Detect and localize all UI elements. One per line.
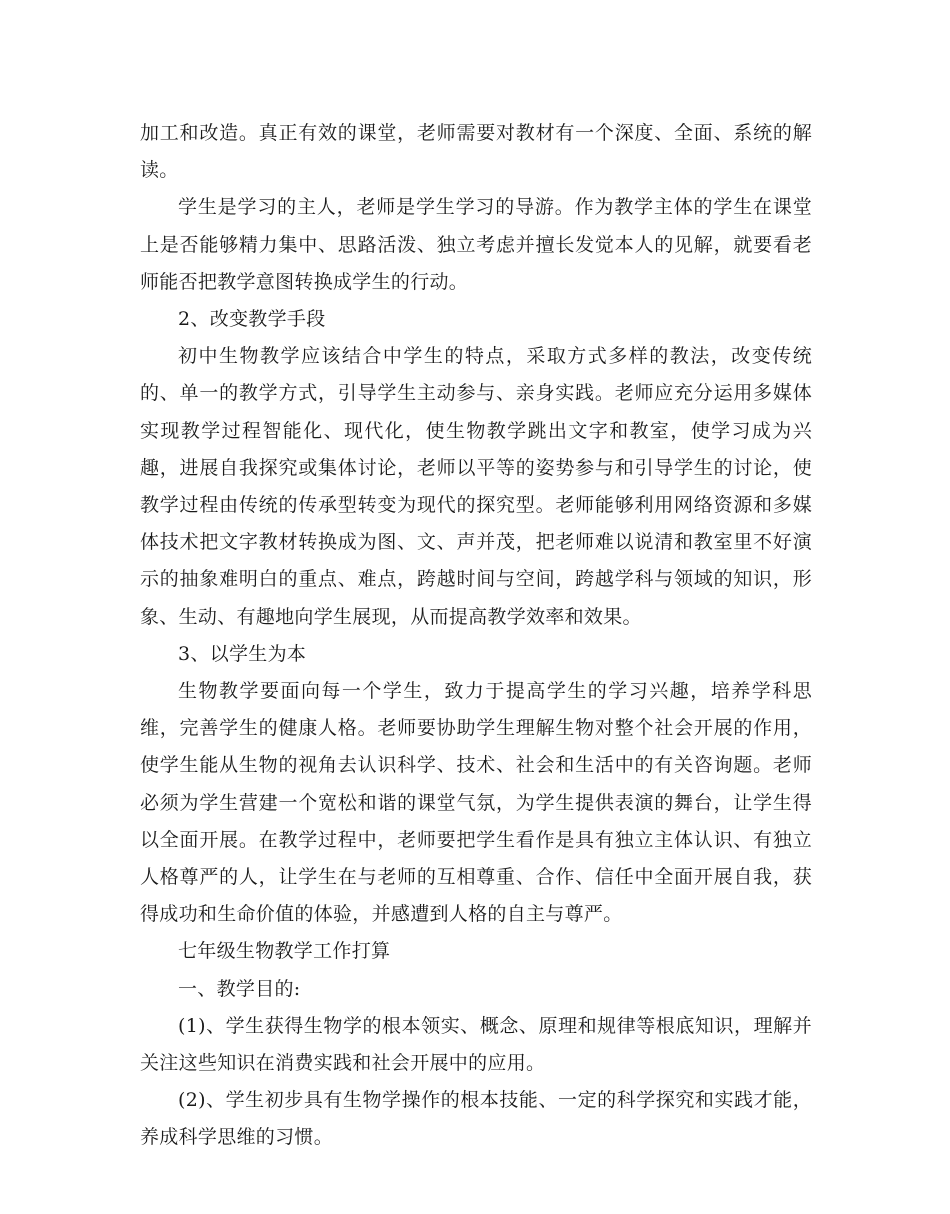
- section-heading-student-centered: 3、以学生为本: [178, 642, 307, 665]
- document-page: [140, 115, 812, 1157]
- section-heading-work-plan: 七年级生物教学工作打算: [178, 940, 391, 963]
- section-heading-change-methods: 2、改变教学手段: [178, 308, 326, 331]
- section-heading-teaching-goals: 一、教学目的:: [178, 977, 301, 1000]
- paragraph-student-centered: 生物教学要面向每一个学生，致力于提高学生的学习兴趣，培养学科思维，完善学生的健康人格。老师要协助学生理解生物对整个社会开展的作用，使学生能从生物的视角去认识科学、技术、社会和生活中的有关咨询题。老师必须为学生营建一个宽松和谐的课堂气氛，为学生提供表演的舞台，让学生得以全面开展。在教学过程中，老师要把学生看作是具有独立主体认识、有独立人格尊严的人，让学生在与老师的互相尊重、合作、信任中全面开展自我，获得成功和生命价值的体验，并感遭到人格的自主与尊严。: [140, 680, 812, 926]
- list-item-goal-2: (2)、学生初步具有生物学操作的根本技能、一定的科学探究和实践才能，养成科学思维的习惯。: [140, 1089, 812, 1149]
- paragraph-student-master: 学生是学习的主人，老师是学生学习的导游。作为教学主体的学生在课堂上是否能够精力集中、思路活泼、独立考虑并擅长发觉本人的见解，就要看老师能否把教学意图转换成学生的行动。: [140, 196, 812, 293]
- paragraph-intro-continuation: 加工和改造。真正有效的课堂，老师需要对教材有一个深度、全面、系统的解读。: [140, 122, 812, 182]
- paragraph-teaching-methods: 初中生物教学应该结合中学生的特点，采取方式多样的教法，改变传统的、单一的教学方式，引导学生主动参与、亲身实践。老师应充分运用多媒体实现教学过程智能化、现代化，使生物教学跳出文字和教室，使学习成为兴趣，进展自我探究或集体讨论，老师以平等的姿势参与和引导学生的讨论，使教学过程由传统的传承型转变为现代的探究型。老师能够利用网络资源和多媒体技术把文字教材转换成为图、文、声并茂，把老师难以说清和教室里不好演示的抽象难明白的重点、难点，跨越时间与空间，跨越学科与领域的知识，形象、生动、有趣地向学生展现，从而提高教学效率和效果。: [140, 345, 812, 628]
- list-item-goal-1: (1)、学生获得生物学的根本领实、概念、原理和规律等根底知识，理解并关注这些知识在消费实践和社会开展中的应用。: [140, 1014, 812, 1075]
